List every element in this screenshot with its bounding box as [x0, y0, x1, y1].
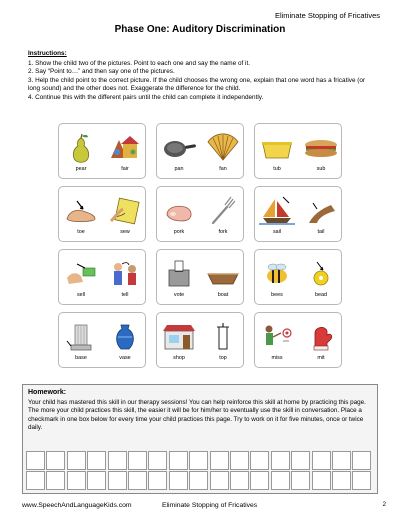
tub-icon: [259, 132, 295, 164]
instructions: [28, 50, 378, 103]
practice-checkbox[interactable]: [291, 451, 310, 470]
page-title: Phase One: Auditory Discrimination: [114, 24, 286, 35]
bee-icon: [259, 258, 295, 290]
pair-card: [156, 123, 244, 179]
word-label: shop: [173, 355, 185, 361]
miss-icon: [259, 321, 295, 353]
practice-checkbox[interactable]: [312, 471, 331, 490]
practice-checkbox[interactable]: [87, 451, 106, 470]
homework-title: Homework:: [28, 389, 67, 396]
word-label: sub: [316, 166, 326, 172]
practice-checkbox[interactable]: [46, 451, 65, 470]
practice-checkbox[interactable]: [271, 471, 290, 490]
pair-card: [58, 186, 146, 242]
word-label: tail: [317, 229, 325, 235]
pair-card: [254, 186, 342, 242]
pair-card: [58, 249, 146, 305]
word-label: fan: [219, 166, 227, 172]
word-label: pork: [173, 229, 185, 235]
pair-card: [254, 312, 342, 368]
word-label: fork: [218, 229, 228, 235]
word-label: tub: [273, 166, 281, 172]
word-label: mit: [317, 355, 325, 361]
word-label: top: [219, 355, 227, 361]
page-number: 2: [382, 502, 386, 508]
practice-checkbox[interactable]: [230, 451, 249, 470]
pair-card: [254, 249, 342, 305]
pork-icon: [161, 195, 197, 227]
pear-icon: [63, 132, 99, 164]
practice-checkbox[interactable]: [332, 451, 351, 470]
boat-icon: [205, 258, 241, 290]
practice-checkbox[interactable]: [108, 451, 127, 470]
word-label: sell: [76, 292, 86, 298]
word-label: fair: [121, 166, 129, 172]
fair-icon: [107, 132, 143, 164]
practice-checkbox[interactable]: [108, 471, 127, 490]
sew-icon: [107, 195, 143, 227]
practice-checkbox[interactable]: [67, 451, 86, 470]
practice-checkbox[interactable]: [128, 471, 147, 490]
pair-card: [156, 249, 244, 305]
practice-checkbox[interactable]: [128, 451, 147, 470]
practice-checkbox[interactable]: [250, 451, 269, 470]
instruction-step-1: 1. Show the child two of the pictures. Point to each one and say the name of it.: [28, 59, 251, 67]
toe-icon: [63, 195, 99, 227]
word-label: bees: [271, 292, 283, 298]
practice-checkbox[interactable]: [230, 471, 249, 490]
tell-icon: [107, 258, 143, 290]
practice-checkbox[interactable]: [332, 471, 351, 490]
bead-icon: [303, 258, 339, 290]
instructions-heading: Instructions:: [28, 50, 67, 57]
word-label: sail: [272, 229, 282, 235]
practice-checkbox[interactable]: [271, 451, 290, 470]
practice-checkbox[interactable]: [312, 451, 331, 470]
picture-pairs-grid: [58, 123, 342, 368]
word-label: toe: [77, 229, 85, 235]
footer-site: www.SpeechAndLanguageKids.com: [22, 502, 132, 509]
tail-icon: [303, 195, 339, 227]
word-label: bead: [315, 292, 327, 298]
word-label: tell: [121, 292, 129, 298]
practice-checkbox[interactable]: [189, 451, 208, 470]
practice-checkbox[interactable]: [352, 471, 371, 490]
practice-checkbox[interactable]: [169, 451, 188, 470]
pair-card: [156, 312, 244, 368]
practice-checkbox[interactable]: [26, 451, 45, 470]
practice-checkbox[interactable]: [26, 471, 45, 490]
homework-box: [22, 384, 378, 494]
practice-checkbox[interactable]: [46, 471, 65, 490]
mitten-icon: [303, 321, 339, 353]
fan-icon: [205, 132, 241, 164]
vase-icon: [107, 321, 143, 353]
word-label: pan: [174, 166, 184, 172]
fork-icon: [205, 195, 241, 227]
footer-title: Eliminate Stopping of Fricatives: [162, 502, 258, 509]
practice-checkbox[interactable]: [250, 471, 269, 490]
word-label: miss: [271, 355, 283, 361]
column-base-icon: [63, 321, 99, 353]
homework-text: Your child has mastered this skill in our therapy sessions! You can help reinforce this skill at home by practicing this page. The more your child practices this skill, the easier it will be for him/her to eventually use the skill in conversation. Place a checkmark in one box below for every time your child practices this page. Try to work on it for five minutes, once or twice daily.: [28, 399, 366, 431]
pair-card: [254, 123, 342, 179]
pan-icon: [161, 132, 197, 164]
word-label: pear: [75, 166, 87, 172]
instruction-step-2: 2. Say “Point to…” and then say one of the pictures.: [28, 68, 175, 76]
word-label: vote: [173, 292, 185, 298]
pair-card: [156, 186, 244, 242]
word-label: sew: [120, 229, 130, 235]
sub-sandwich-icon: [303, 132, 339, 164]
pair-card: [58, 123, 146, 179]
practice-checkbox[interactable]: [148, 451, 167, 470]
shop-icon: [161, 321, 197, 353]
practice-checkbox[interactable]: [352, 451, 371, 470]
word-label: vase: [119, 355, 131, 361]
running-header: Eliminate Stopping of Fricatives: [274, 11, 380, 20]
practice-checkbox[interactable]: [210, 471, 229, 490]
practice-checkbox[interactable]: [189, 471, 208, 490]
instruction-step-3: 3. Help the child point to the correct picture. If the child chooses the wrong one, explain that one word has a fricative (or long sound) and the other does not. Exaggerate the difference for the child.: [28, 76, 366, 93]
practice-checkbox[interactable]: [291, 471, 310, 490]
top-icon: [205, 321, 241, 353]
practice-checkbox[interactable]: [169, 471, 188, 490]
ballot-box-icon: [161, 258, 197, 290]
word-label: base: [75, 355, 87, 361]
practice-checkbox[interactable]: [87, 471, 106, 490]
sell-icon: [63, 258, 99, 290]
pair-card: [58, 312, 146, 368]
practice-checkbox[interactable]: [210, 451, 229, 470]
practice-checkbox[interactable]: [67, 471, 86, 490]
word-label: boat: [217, 292, 229, 298]
practice-checkbox-grid: [26, 451, 374, 491]
practice-checkbox[interactable]: [148, 471, 167, 490]
instruction-step-4: 4. Continue this with the different pairs until the child can complete it independently.: [28, 93, 264, 101]
sailboat-icon: [259, 195, 295, 227]
